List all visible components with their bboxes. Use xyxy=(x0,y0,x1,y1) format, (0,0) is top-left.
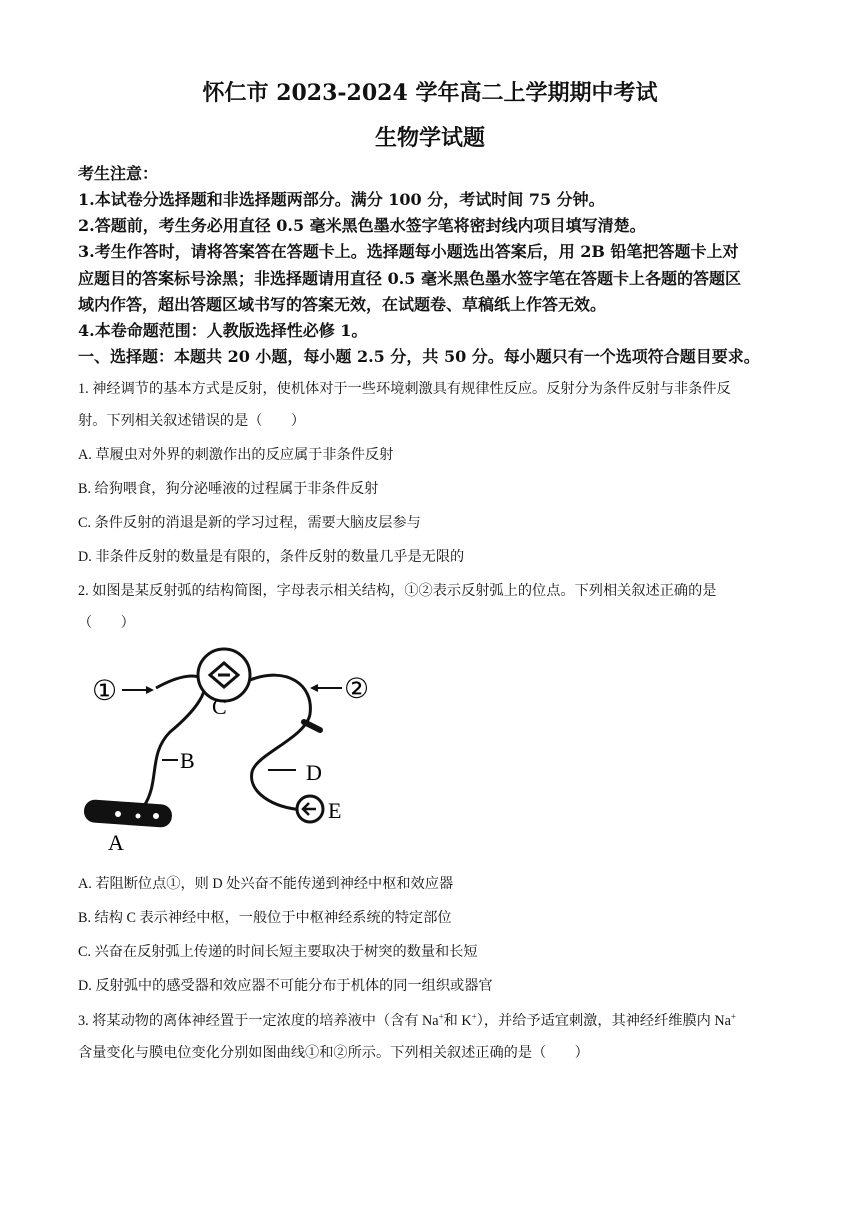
page-subtitle: 生物学试题 xyxy=(374,125,485,151)
question-1-option-a: A. 草履虫对外界的刺激作出的反应属于非条件反射 xyxy=(78,447,394,463)
question-3-stem: 3. 将某动物的离体神经置于一定浓度的培养液中（含有 Na+和 K+），并给予适宜刺激，其神经纤维膜内 Na+ xyxy=(78,1011,736,1029)
notice-item: 应题目的答案标号涂黑；非选择题请用直径 0.5 毫米黑色墨水签字笔在答题卡上各题的答题区 xyxy=(78,269,741,288)
notice-item: 1.本试卷分选择题和非选择题两部分。满分 100 分，考试时间 75 分钟。 xyxy=(78,190,605,209)
question-2-option-d: D. 反射弧中的感受器和效应器不可能分布于机体的同一组织或器官 xyxy=(78,978,493,994)
question-2-option-c: C. 兴奋在反射弧上传递的时间长短主要取决于树突的数量和长短 xyxy=(78,944,478,960)
label-d: D xyxy=(306,760,322,785)
question-1-option-c: C. 条件反射的消退是新的学习过程，需要大脑皮层参与 xyxy=(78,515,421,531)
label-a: A xyxy=(108,830,124,855)
question-2-stem: 2. 如图是某反射弧的结构简图，字母表示相关结构，①②表示反射弧上的位点。下列相关叙述正确的是 xyxy=(78,583,717,599)
nerve-branch xyxy=(304,722,320,730)
notice-item: 3.考生作答时，请将答案答在答题卡上。选择题每小题选出答案后，用 2B 铅笔把答题卡上对 xyxy=(78,242,739,261)
question-1-option-b: B. 给狗喂食，狗分泌唾液的过程属于非条件反射 xyxy=(78,481,379,497)
reflex-arc-diagram xyxy=(78,646,378,856)
question-1-stem: 1. 神经调节的基本方式是反射，使机体对于一些环境刺激具有规律性反应。反射分为条件反射与非条件反 xyxy=(78,381,731,397)
question-2-stem: （ ） xyxy=(78,615,135,631)
arrowhead-icon xyxy=(310,684,318,692)
efferent-nerve-d xyxy=(250,675,310,810)
notice-item: 域内作答，超出答题区域书写的答案无效，在试题卷、草稿纸上作答无效。 xyxy=(78,295,607,314)
question-1-option-d: D. 非条件反射的数量是有限的，条件反射的数量几乎是无限的 xyxy=(78,549,465,565)
label-b: B xyxy=(180,748,195,773)
label-point-2: ② xyxy=(344,672,370,705)
arrowhead-icon xyxy=(146,686,154,694)
label-c: C xyxy=(212,694,227,719)
label-e: E xyxy=(328,798,342,823)
notice-item: 4.本卷命题范围：人教版选择性必修 1。 xyxy=(78,321,368,340)
notice-heading: 考生注意： xyxy=(78,164,159,183)
question-2-option-a: A. 若阻断位点①，则 D 处兴奋不能传递到神经中枢和效应器 xyxy=(78,876,454,892)
label-point-1: ① xyxy=(92,674,118,707)
notice-item: 2.答题前，考生务必用直径 0.5 毫米黑色墨水签字笔将密封线内项目填写清楚。 xyxy=(78,216,646,235)
question-2-option-b: B. 结构 C 表示神经中枢，一般位于中枢神经系统的特定部位 xyxy=(78,910,452,926)
question-1-stem: 射。下列相关叙述错误的是（ ） xyxy=(78,413,306,429)
section-heading: 一、选择题：本题共 20 小题，每小题 2.5 分，共 50 分。每小题只有一个选项符合题目要求。 xyxy=(78,347,760,366)
page-title: 怀仁市 2023-2024 学年高二上学期期中考试 xyxy=(202,80,658,106)
receptor-a xyxy=(83,799,172,828)
question-3-stem: 含量变化与膜电位变化分别如图曲线①和②所示。下列相关叙述正确的是（ ） xyxy=(78,1045,589,1061)
